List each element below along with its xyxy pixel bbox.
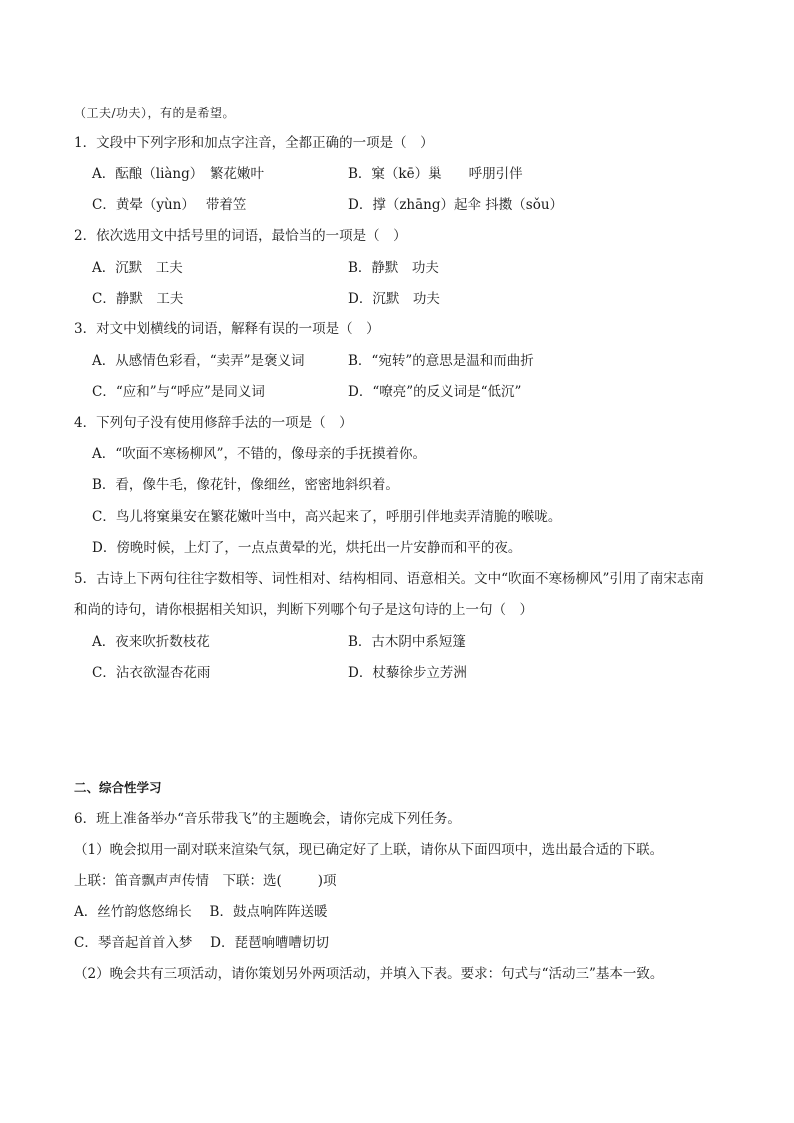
q2-stem: 2．依次选用文中括号里的词语，最恰当的一项是（ ） bbox=[74, 228, 407, 244]
q2-option-a: A．沉默 工夫 bbox=[92, 260, 183, 276]
q1-stem: 1．文段中下列字形和加点字注音，全都正确的一项是（ ） bbox=[74, 135, 434, 151]
q4-option-a: A．“吹面不寒杨柳风”，不错的，像母亲的手抚摸着你。 bbox=[92, 446, 427, 462]
q4-option-c: C．鸟儿将窠巢安在繁花嫩叶当中，高兴起来了，呼朋引伴地卖弄清脆的喉咙。 bbox=[92, 509, 562, 525]
q1-option-c: C．黄晕（yùn） 带着笠 bbox=[92, 197, 247, 213]
q3-option-b: B．“宛转”的意思是温和而曲折 bbox=[348, 353, 534, 369]
q4-stem: 4．下列句子没有使用修辞手法的一项是（ ） bbox=[74, 415, 353, 431]
q3-stem: 3．对文中划横线的词语，解释有误的一项是（ ） bbox=[74, 321, 380, 337]
q6-couplet-suffix: )项 bbox=[317, 873, 337, 889]
q5-option-d: D．杖藜徐步立芳洲 bbox=[348, 665, 467, 681]
intro-fragment: （工夫/功夫），有的是希望。 bbox=[74, 106, 236, 120]
q1-option-d: D．撑（zhāng）起伞 抖擞（sǒu） bbox=[348, 197, 564, 213]
q5-stem-line1: 5．古诗上下两句往往字数相等、词性相对、结构相同、语意相关。文中“吹面不寒杨柳风”引用了南宋志南 bbox=[74, 571, 704, 587]
q3-option-d: D．“嘹亮”的反义词是“低沉” bbox=[348, 384, 522, 400]
q6-couplet bbox=[74, 872, 337, 890]
q2-option-d: D．沉默 功夫 bbox=[348, 291, 440, 307]
q2-option-b: B．静默 功夫 bbox=[348, 260, 439, 276]
q6-options-ab: A．丝竹韵悠悠绵长 B．鼓点响阵阵送暖 bbox=[74, 904, 328, 920]
q2-option-c: C．静默 工夫 bbox=[92, 291, 184, 307]
q1-option-b: B．窠（kē）巢 呼朋引伴 bbox=[348, 166, 523, 182]
q5-option-b: B．古木阴中系短篷 bbox=[348, 634, 466, 650]
q5-stem-line2: 和尚的诗句，请你根据相关知识，判断下列哪个句子是这句诗的上一句（ ） bbox=[74, 602, 533, 618]
q4-option-d: D．傍晚时候，上灯了，一点点黄晕的光，烘托出一片安静而和平的夜。 bbox=[92, 540, 522, 556]
q4-option-b: B．看，像牛毛，像花针，像细丝，密密地斜织着。 bbox=[92, 477, 399, 493]
q6-stem: 6．班上准备举办“音乐带我飞”的主题晚会，请你完成下列任务。 bbox=[74, 811, 461, 827]
q5-option-c: C．沾衣欲湿杏花雨 bbox=[92, 665, 211, 681]
q3-option-c: C．“应和”与“呼应”是同义词 bbox=[92, 384, 265, 400]
q1-option-a: A．酝酿（liàng） 繁花嫩叶 bbox=[92, 166, 265, 182]
q6-couplet-prefix: 上联：笛音飘声声传情 下联：选( bbox=[74, 873, 282, 889]
section-2-heading: 二、综合性学习 bbox=[74, 780, 162, 795]
q6-options-cd: C．琴音起首首入梦 D．琵琶响嘈嘈切切 bbox=[74, 935, 329, 951]
q6-sub1: （1）晚会拟用一副对联来渲染气氛，现已确定好了上联，请你从下面四项中，选出最合适的下联。 bbox=[74, 842, 664, 858]
q3-option-a: A．从感情色彩看，“卖弄”是褒义词 bbox=[92, 353, 305, 369]
q6-sub2: （2）晚会共有三项活动，请你策划另外两项活动，并填入下表。要求：句式与“活动三”基本一致。 bbox=[74, 966, 664, 982]
q5-option-a: A．夜来吹折数枝花 bbox=[92, 634, 210, 650]
